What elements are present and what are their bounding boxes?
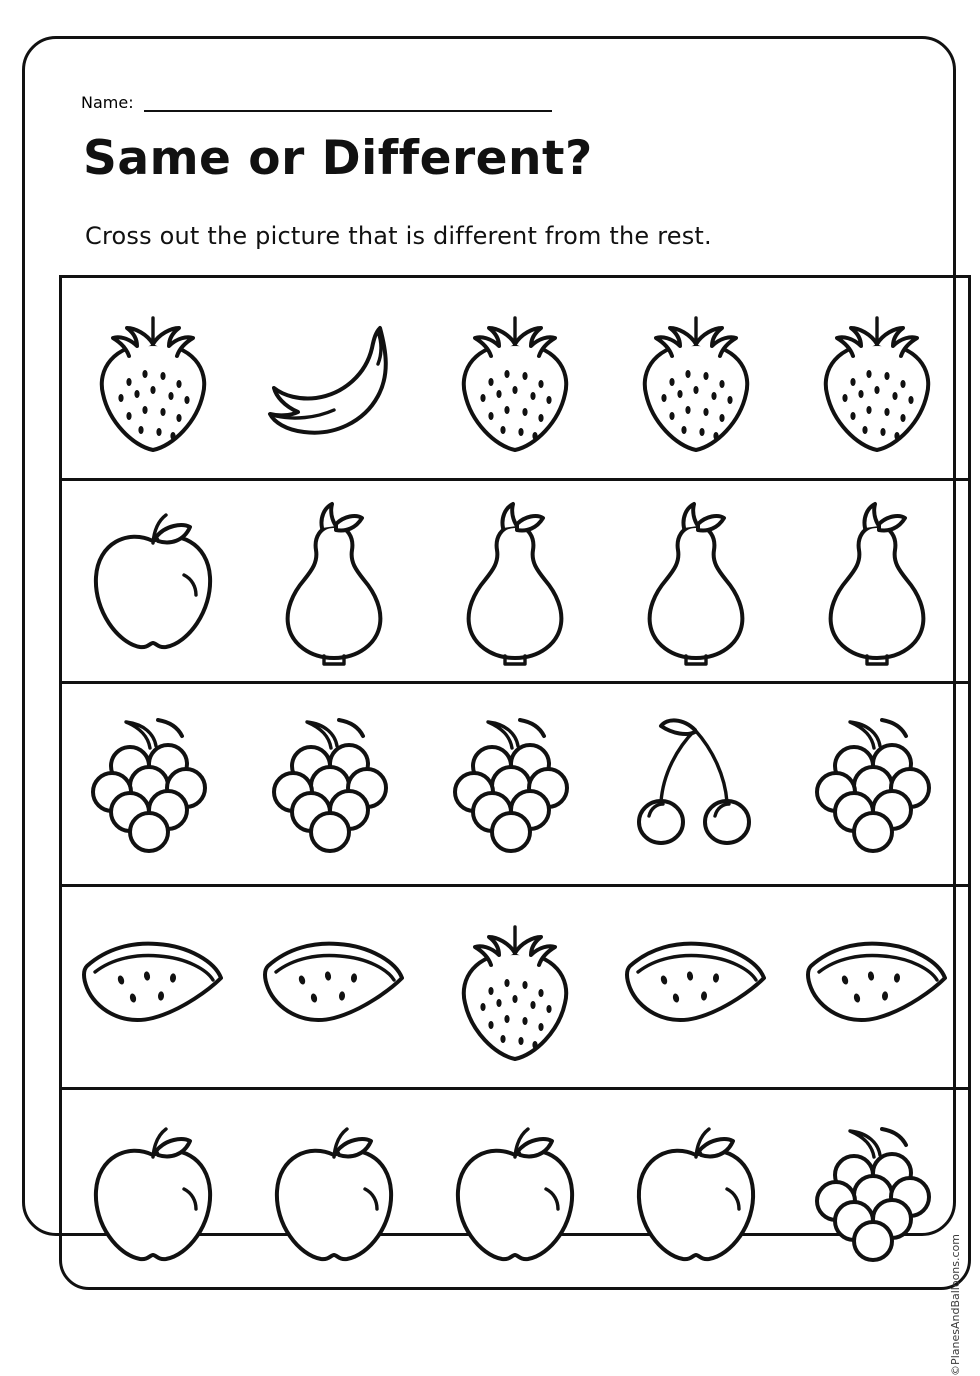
item-strawberry[interactable] [429,897,601,1077]
name-field-row [81,93,552,112]
item-cherries[interactable] [610,694,782,874]
instructions-text: Cross out the picture that is different from the rest. [85,222,712,250]
item-watermelon[interactable] [67,897,239,1077]
item-grapes[interactable] [429,694,601,874]
item-banana[interactable] [248,288,420,468]
site-credit: ©PlanesAndBalloons.com [949,1234,962,1376]
item-watermelon[interactable] [791,897,963,1077]
name-input-line[interactable] [144,96,552,112]
item-grapes[interactable] [791,1099,963,1279]
page-title: Same or Different? [83,131,593,186]
item-strawberry[interactable] [791,288,963,468]
item-strawberry[interactable] [67,288,239,468]
item-watermelon[interactable] [248,897,420,1077]
item-pear[interactable] [248,491,420,671]
exercise-row-5 [59,1087,971,1290]
item-grapes[interactable] [791,694,963,874]
item-apple[interactable] [610,1099,782,1279]
exercise-row-1 [59,275,971,478]
item-pear[interactable] [610,491,782,671]
name-label: Name: [81,93,134,112]
item-apple[interactable] [67,491,239,671]
exercise-row-4 [59,884,971,1087]
worksheet-border [22,36,956,1236]
item-strawberry[interactable] [429,288,601,468]
exercise-rows [59,275,971,1290]
item-pear[interactable] [791,491,963,671]
item-apple[interactable] [248,1099,420,1279]
exercise-row-3 [59,681,971,884]
item-pear[interactable] [429,491,601,671]
item-grapes[interactable] [248,694,420,874]
credit-wrapper [949,1072,970,1376]
item-apple[interactable] [67,1099,239,1279]
item-strawberry[interactable] [610,288,782,468]
item-apple[interactable] [429,1099,601,1279]
item-grapes[interactable] [67,694,239,874]
exercise-row-2 [59,478,971,681]
item-watermelon[interactable] [610,897,782,1077]
